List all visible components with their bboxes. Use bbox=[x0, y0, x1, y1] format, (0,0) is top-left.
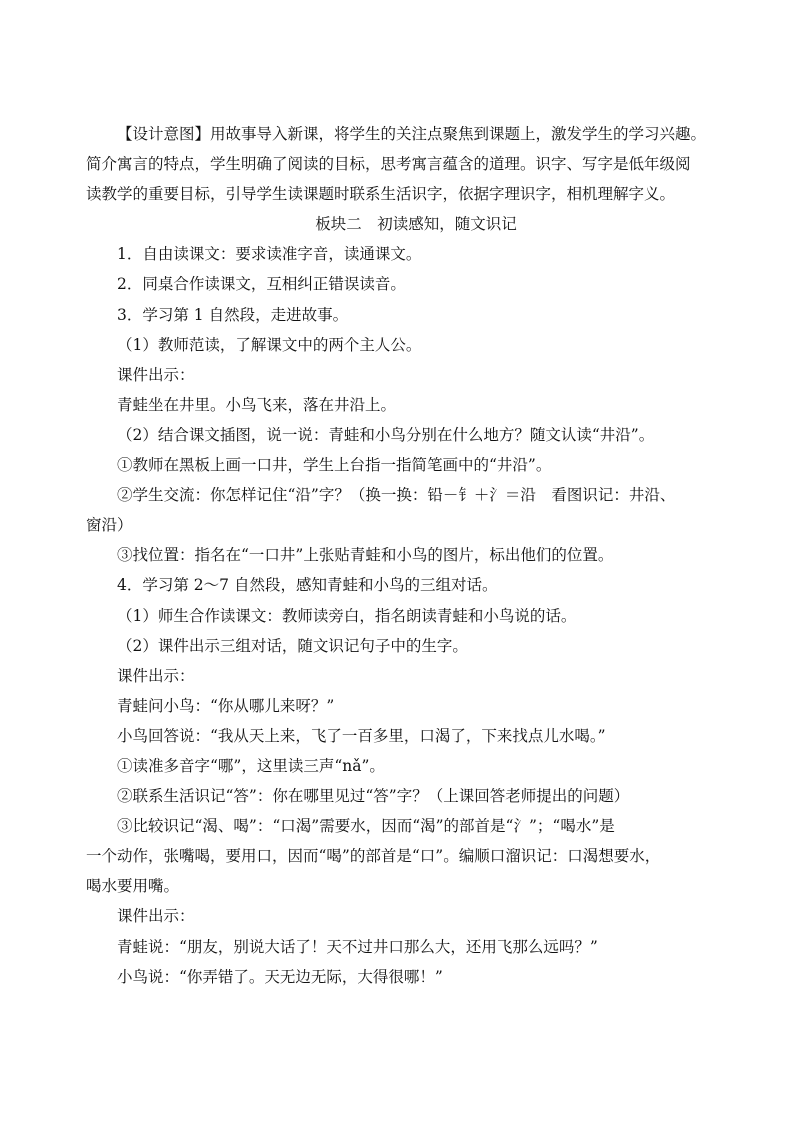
section-heading: 板块二 初读感知，随文识记 bbox=[315, 215, 517, 234]
paragraph-line: 简介寓言的特点，学生明确了阅读的目标，思考寓言蕴含的道理。识字、写字是低年级阅 bbox=[86, 155, 691, 174]
paragraph-line: （2）课件出示三组对话，随文识记句子中的生字。 bbox=[117, 636, 468, 655]
document-page bbox=[86, 119, 722, 992]
paragraph-line: 1．自由读课文：要求读准字音，读通课文。 bbox=[117, 245, 422, 264]
paragraph-line: 窗沿） bbox=[86, 516, 133, 535]
paragraph-line: ②联系生活识记“答”：你在哪里见过“答”字？（上课回答老师提出的问题） bbox=[117, 787, 630, 806]
paragraph-line: 喝水要用嘴。 bbox=[86, 877, 180, 896]
paragraph-line: 4．学习第 2～7 自然段，感知青蛙和小鸟的三组对话。 bbox=[117, 576, 498, 595]
paragraph-line: （1）师生合作读课文：教师读旁白，指名朗读青蛙和小鸟说的话。 bbox=[117, 606, 577, 625]
paragraph-line: 3．学习第 1 自然段，走进故事。 bbox=[117, 305, 349, 324]
paragraph-line: 课件出示： bbox=[117, 907, 195, 926]
paragraph-line: 青蛙说：“朋友，别说大话了！天不过井口那么大，还用飞那么远吗？” bbox=[117, 937, 598, 956]
paragraph-line: 青蛙坐在井里。小鸟飞来，落在井沿上。 bbox=[117, 395, 397, 414]
paragraph-line: 【设计意图】用故事导入新课，将学生的关注点聚焦到课题上，激发学生的学习兴趣。 bbox=[117, 125, 707, 143]
paragraph-line: （1）教师范读，了解课文中的两个主人公。 bbox=[117, 335, 422, 354]
paragraph-line: 课件出示： bbox=[117, 666, 195, 685]
paragraph-line: 读教学的重要目标，引导学生读课题时联系生活识字，依据字理识字，相机理解字义。 bbox=[86, 185, 676, 204]
paragraph-line: 课件出示： bbox=[117, 365, 195, 384]
paragraph-line: 小鸟说：“你弄错了。天无边无际，大得很哪！” bbox=[117, 967, 443, 986]
paragraph-line: （2）结合课文插图，说一说：青蛙和小鸟分别在什么地方？随文认读“井沿”。 bbox=[117, 425, 655, 444]
paragraph-line: ①读准多音字“哪”，这里读三声“nǎ”。 bbox=[117, 756, 385, 775]
paragraph-line: 青蛙问小鸟：“你从哪儿来呀？” bbox=[117, 696, 335, 715]
paragraph-line: ③比较识记“渴、喝”：“口渴”需要水，因而“渴”的部首是“氵”；“喝水”是 bbox=[117, 817, 615, 836]
paragraph-line: 2．同桌合作读课文，互相纠正错误读音。 bbox=[117, 275, 406, 294]
paragraph-line: ②学生交流：你怎样记住“沿”字？（换一换：铅－钅＋氵＝沿 看图识记：井沿、 bbox=[117, 486, 676, 505]
paragraph-line: ①教师在黑板上画一口井，学生上台指一指简笔画中的“井沿”。 bbox=[117, 456, 552, 475]
paragraph-line: ③找位置：指名在“一口井”上张贴青蛙和小鸟的图片，标出他们的位置。 bbox=[117, 546, 614, 565]
paragraph-line: 小鸟回答说：“我从天上来，飞了一百多里，口渴了，下来找点儿水喝。” bbox=[117, 726, 606, 745]
paragraph-line: 一个动作，张嘴喝，要用口，因而“喝”的部首是“口”。编顺口溜识记：口渴想要水， bbox=[86, 847, 661, 866]
